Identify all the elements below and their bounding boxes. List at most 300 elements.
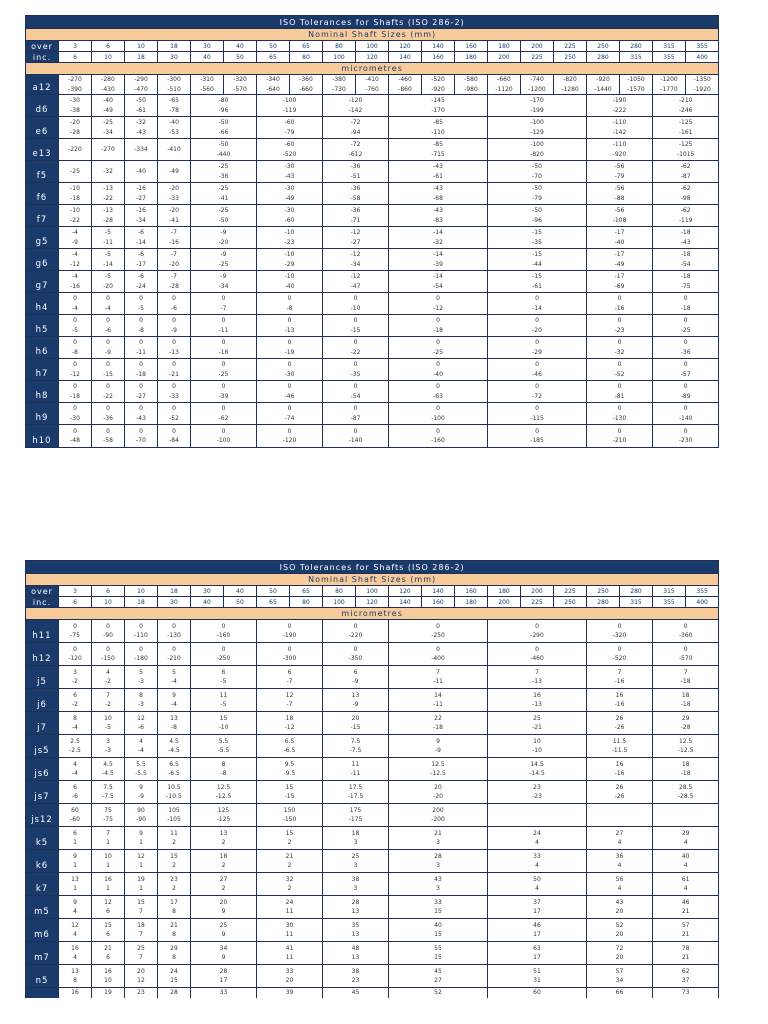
- over-size: 250: [587, 41, 620, 52]
- tolerance-cell: 0 -32: [587, 337, 653, 359]
- tolerance-cell: 0 -18: [125, 359, 158, 381]
- tolerance-cell: 12 4: [59, 919, 92, 942]
- tolerance-cell: 16 1: [92, 873, 125, 896]
- over-size: 180: [488, 41, 521, 52]
- tolerance-cell: -340 -640: [257, 75, 290, 95]
- tolerance-cell: 6 1: [59, 827, 92, 850]
- tolerance-cell: 0 -250: [191, 643, 257, 666]
- inc-size: 180: [455, 52, 488, 63]
- tolerance-cell: 0 -4: [59, 293, 92, 315]
- tolerance-cell: -56 -79: [587, 161, 653, 183]
- tolerance-cell: 51 31: [488, 965, 587, 988]
- tolerance-cell: 57 34: [587, 965, 653, 988]
- tolerance-cell: 0 -52: [158, 403, 191, 425]
- tolerance-cell: -36 -58: [323, 183, 389, 205]
- tolerance-cell: -72 -612: [323, 139, 389, 161]
- tolerance-cell: 73: [653, 988, 719, 998]
- tolerance-cell: -65 -78: [158, 95, 191, 117]
- units-label: micrometres: [26, 608, 719, 620]
- inc-size: 315: [620, 52, 653, 63]
- tolerance-cell: 9 -4: [158, 689, 191, 712]
- tolerance-cell: 48 13: [323, 942, 389, 965]
- tolerance-cell: -120 -142: [323, 95, 389, 117]
- tolerance-row: [26, 403, 719, 425]
- over-size: 100: [356, 586, 389, 597]
- tolerance-cell: 38 3: [323, 873, 389, 896]
- tolerance-cell: 16 -16: [587, 758, 653, 781]
- tolerance-cell: -85 -715: [389, 139, 488, 161]
- tolerance-cell: 7 -11: [389, 666, 488, 689]
- tolerance-cell: 150 -150: [257, 804, 323, 827]
- tolerance-cell: -1350 -1920: [686, 75, 719, 95]
- tolerance-cell: -125 -161: [653, 117, 719, 139]
- tolerance-cell: 13 8: [59, 965, 92, 988]
- inc-size: 140: [389, 597, 422, 608]
- tolerance-row: [26, 293, 719, 315]
- tolerance-cell: 24 15: [158, 965, 191, 988]
- tolerance-cell: 0 -120: [257, 425, 323, 448]
- tolerance-class-label: h5: [26, 315, 59, 337]
- tolerance-cell: 4.5 -4.5: [92, 758, 125, 781]
- tolerance-cell: 18 -12: [257, 712, 323, 735]
- tolerance-cell: -12 -34: [323, 249, 389, 271]
- over-size: 40: [224, 586, 257, 597]
- inc-size: 18: [125, 52, 158, 63]
- tolerance-cell: 6.5 -6.5: [158, 758, 191, 781]
- tolerance-cell: 0 -230: [653, 425, 719, 448]
- tolerance-cell: 9 1: [125, 827, 158, 850]
- inc-label: inc.: [26, 52, 59, 63]
- inc-size: 30: [158, 597, 191, 608]
- tolerance-cell: 25 7: [125, 942, 158, 965]
- tolerance-row: [26, 712, 719, 735]
- tolerance-cell: 0 -100: [389, 403, 488, 425]
- over-label: over: [26, 41, 59, 52]
- tolerance-cell: 23 2: [158, 873, 191, 896]
- over-size: 225: [554, 41, 587, 52]
- tolerance-cell: 19: [92, 988, 125, 998]
- tolerance-cell: 0 -9: [158, 315, 191, 337]
- tolerance-class-label: js7: [26, 781, 59, 804]
- inc-size: 355: [653, 52, 686, 63]
- tolerance-cell: -50 -61: [125, 95, 158, 117]
- table-title: ISO Tolerances for Shafts (ISO 286-2): [26, 16, 719, 29]
- tolerance-cell: -60 -79: [257, 117, 323, 139]
- tolerance-cell: 6 -2: [59, 689, 92, 712]
- tolerance-class-label: h12: [26, 643, 59, 666]
- tolerance-cell: 43 20: [587, 896, 653, 919]
- tolerance-cell: 56 4: [587, 873, 653, 896]
- tolerance-cell: 0 -30: [59, 403, 92, 425]
- tolerance-cell: 0 -12: [389, 293, 488, 315]
- tolerance-cell: -10 -40: [257, 271, 323, 293]
- tolerance-cell: 15 -15: [257, 781, 323, 804]
- tolerance-cell: 0 -25: [389, 337, 488, 359]
- tolerance-cell: -62 -98: [653, 183, 719, 205]
- tolerance-cell: 17 8: [158, 896, 191, 919]
- tolerance-cell: 7 -2: [92, 689, 125, 712]
- over-size: 160: [455, 586, 488, 597]
- tolerance-cell: -16 -34: [125, 205, 158, 227]
- tolerance-row: [26, 942, 719, 965]
- tolerance-cell: 29 4: [653, 827, 719, 850]
- tolerance-cell: -125 -1015: [653, 139, 719, 161]
- tolerance-cell: -920 -1440: [587, 75, 620, 95]
- tolerance-cell: 22 -18: [389, 712, 488, 735]
- tolerance-cell: 21 8: [158, 919, 191, 942]
- tolerance-cell: 16 10: [92, 965, 125, 988]
- tolerance-cell: 62 37: [653, 965, 719, 988]
- tolerance-cell: 0 -29: [488, 337, 587, 359]
- tolerance-cell: -6 -24: [125, 271, 158, 293]
- tolerance-class-label: m6: [26, 919, 59, 942]
- tolerance-cell: 7 -16: [587, 666, 653, 689]
- tolerance-cell: 0 -290: [488, 620, 587, 643]
- inc-size: 100: [323, 52, 356, 63]
- tolerance-cell: -18 -75: [653, 271, 719, 293]
- tolerance-cell: 60 -60: [59, 804, 92, 827]
- tolerance-cell: 27 2: [191, 873, 257, 896]
- inc-size: 355: [653, 597, 686, 608]
- over-size: 225: [554, 586, 587, 597]
- tolerance-cell: -110 -142: [587, 117, 653, 139]
- over-size: 200: [521, 586, 554, 597]
- tolerance-cell: 10 -10: [488, 735, 587, 758]
- tolerance-cell: -4 -12: [59, 249, 92, 271]
- tolerance-cell: -25 -34: [92, 117, 125, 139]
- tolerance-cell: 0 -180: [125, 643, 158, 666]
- tolerance-cell: 0 -13: [257, 315, 323, 337]
- inc-size: 65: [257, 597, 290, 608]
- tolerance-cell: 0 -360: [653, 620, 719, 643]
- tolerance-cell: 0 -39: [191, 381, 257, 403]
- tolerance-cell: 29 8: [158, 942, 191, 965]
- tolerance-cell: 0 -19: [257, 337, 323, 359]
- tolerance-cell: 7.5 -7.5: [92, 781, 125, 804]
- tolerance-cell: 0 -23: [587, 315, 653, 337]
- tolerance-cell: 0 -63: [389, 381, 488, 403]
- tolerance-cell: 0 -115: [488, 403, 587, 425]
- tolerance-cell: -270: [92, 139, 125, 161]
- tolerance-row: [26, 381, 719, 403]
- tolerance-cell: 0 -460: [488, 643, 587, 666]
- inc-size: 18: [125, 597, 158, 608]
- tolerance-cell: 0 -13: [158, 337, 191, 359]
- inc-size: 400: [686, 52, 719, 63]
- tolerance-cell: 18 -18: [653, 758, 719, 781]
- over-size: 355: [686, 586, 719, 597]
- over-size: 65: [290, 41, 323, 52]
- inc-size: 10: [92, 52, 125, 63]
- tolerance-cell: -460 -860: [389, 75, 422, 95]
- tolerance-cell: 39: [257, 988, 323, 998]
- tolerance-cell: 33 15: [389, 896, 488, 919]
- tolerance-cell: 14.5 -14.5: [488, 758, 587, 781]
- tolerance-cell: 13 2: [191, 827, 257, 850]
- tolerance-cell: -6 -14: [125, 227, 158, 249]
- tolerance-cell: 0 -15: [323, 315, 389, 337]
- tolerance-cell: 12.5 -12.5: [653, 735, 719, 758]
- tolerance-cell: 0 -46: [488, 359, 587, 381]
- tolerance-cell: -18 -54: [653, 249, 719, 271]
- tolerance-cell: 0 -87: [323, 403, 389, 425]
- tolerance-cell: 0 -150: [92, 643, 125, 666]
- tolerance-cell: -25 -36: [191, 161, 257, 183]
- tolerance-cell: 26 -26: [587, 781, 653, 804]
- tolerance-cell: 20 -15: [323, 712, 389, 735]
- tolerance-row: [26, 896, 719, 919]
- tolerance-cell: -32 -43: [125, 117, 158, 139]
- tolerance-table-2: [25, 560, 719, 998]
- tolerance-class-label: h11: [26, 620, 59, 643]
- tolerance-cell: -410 -760: [356, 75, 389, 95]
- tolerance-row: [26, 781, 719, 804]
- tolerance-cell: 52: [389, 988, 488, 998]
- over-size: 10: [125, 41, 158, 52]
- tolerance-cell: 0 -130: [587, 403, 653, 425]
- inc-size: 225: [521, 597, 554, 608]
- tolerance-cell: -280 -430: [92, 75, 125, 95]
- tolerance-cell: 0 -46: [257, 381, 323, 403]
- tolerance-class-label: k5: [26, 827, 59, 850]
- tolerance-cell: -14 -54: [389, 271, 488, 293]
- tolerance-cell: 0 -12: [59, 359, 92, 381]
- tolerance-cell: 21 2: [257, 850, 323, 873]
- tolerance-cell: 0 -110: [125, 620, 158, 643]
- tolerance-cell: 0 -140: [323, 425, 389, 448]
- tolerance-cell: 0 -5: [125, 293, 158, 315]
- tolerance-cell: 0 -6: [92, 315, 125, 337]
- tolerance-cell: 200 -200: [389, 804, 488, 827]
- tolerance-row: [26, 988, 719, 998]
- tolerance-cell: 0 -14: [488, 293, 587, 315]
- over-size: 3: [59, 41, 92, 52]
- tolerance-cell: 0 -74: [257, 403, 323, 425]
- tolerance-cell: -4 -16: [59, 271, 92, 293]
- tolerance-cell: 0 -18: [653, 293, 719, 315]
- tolerance-row: [26, 183, 719, 205]
- tolerance-cell: 15 7: [125, 896, 158, 919]
- tolerance-cell: -9 -20: [191, 227, 257, 249]
- tolerance-cell: 0 -140: [653, 403, 719, 425]
- tolerance-cell: 33: [191, 988, 257, 998]
- tolerance-cell: -50 -70: [488, 161, 587, 183]
- tolerance-cell: 34 9: [191, 942, 257, 965]
- tolerance-cell: -25 -41: [191, 183, 257, 205]
- tolerance-cell: 0 -11: [125, 337, 158, 359]
- tolerance-cell: [587, 804, 653, 827]
- tolerance-cell: 33 4: [488, 850, 587, 873]
- tolerance-cell: -85 -110: [389, 117, 488, 139]
- tolerance-cell: -49: [158, 161, 191, 183]
- tolerance-cell: 28 13: [323, 896, 389, 919]
- tolerance-cell: -80 -96: [191, 95, 257, 117]
- tolerance-cell: -520 -920: [422, 75, 455, 95]
- tolerance-cell: -17 -40: [587, 227, 653, 249]
- tolerance-cell: 0 -25: [653, 315, 719, 337]
- tolerance-cell: 35 13: [323, 919, 389, 942]
- over-size: 30: [191, 41, 224, 52]
- tolerance-cell: 23: [125, 988, 158, 998]
- tolerance-cell: -50 -96: [488, 205, 587, 227]
- tolerance-cell: 0 -6: [158, 293, 191, 315]
- tolerance-cell: 0 -16: [587, 293, 653, 315]
- tolerance-cell: -32: [92, 161, 125, 183]
- inc-size: 120: [356, 597, 389, 608]
- tolerance-cell: 0 -48: [59, 425, 92, 448]
- tolerance-cell: 5 -3: [125, 666, 158, 689]
- tolerance-cell: 5.5 -5.5: [125, 758, 158, 781]
- tolerance-cell: 7 -18: [653, 666, 719, 689]
- tolerance-class-label: f7: [26, 205, 59, 227]
- over-size: 10: [125, 586, 158, 597]
- tolerance-cell: -16 -27: [125, 183, 158, 205]
- tolerance-cell: 0 -22: [323, 337, 389, 359]
- tolerance-class-label: js6: [26, 758, 59, 781]
- tolerance-cell: 12 1: [125, 850, 158, 873]
- tolerance-cell: -43 -68: [389, 183, 488, 205]
- tolerance-cell: 0 -220: [323, 620, 389, 643]
- tolerance-cell: 13 -8: [158, 712, 191, 735]
- tolerance-cell: 41 11: [257, 942, 323, 965]
- table-subtitle: Nominal Shaft Sizes (mm): [26, 574, 719, 586]
- tolerance-cell: 23 -23: [488, 781, 587, 804]
- tolerance-cell: -36 -51: [323, 161, 389, 183]
- inc-size: 200: [488, 597, 521, 608]
- tolerance-cell: 32 2: [257, 873, 323, 896]
- tolerance-cell: 15 -10: [191, 712, 257, 735]
- tolerance-cell: 0 -18: [59, 381, 92, 403]
- tolerance-class-label: h4: [26, 293, 59, 315]
- tolerance-cell: 18 3: [323, 827, 389, 850]
- tolerance-cell: -40 -53: [158, 117, 191, 139]
- over-size: 250: [587, 586, 620, 597]
- tolerance-class-label: k7: [26, 873, 59, 896]
- inc-size: 315: [620, 597, 653, 608]
- tolerance-cell: 12 6: [92, 896, 125, 919]
- tolerance-cell: 45 27: [389, 965, 488, 988]
- tolerance-cell: 18 7: [125, 919, 158, 942]
- tolerance-cell: -43 -61: [389, 161, 488, 183]
- inc-size: 160: [422, 597, 455, 608]
- tolerance-cell: 0 -36: [92, 403, 125, 425]
- tolerance-cell: -14 -39: [389, 249, 488, 271]
- tolerance-cell: 0 -130: [158, 620, 191, 643]
- tolerance-row: [26, 735, 719, 758]
- tolerance-cell: -660 -1120: [488, 75, 521, 95]
- tolerance-cell: -5 -20: [92, 271, 125, 293]
- inc-size: 120: [356, 52, 389, 63]
- tolerance-cell: 0 -10: [323, 293, 389, 315]
- over-size: 180: [488, 586, 521, 597]
- tolerance-cell: 0 -35: [323, 359, 389, 381]
- tolerance-cell: 0 -89: [653, 381, 719, 403]
- table-subtitle: Nominal Shaft Sizes (mm): [26, 29, 719, 41]
- tolerance-cell: 0 -52: [587, 359, 653, 381]
- tolerance-cell: -30 -43: [257, 161, 323, 183]
- tolerance-class-label: f5: [26, 161, 59, 183]
- tolerance-cell: 90 -90: [125, 804, 158, 827]
- tolerance-cell: 0 -210: [587, 425, 653, 448]
- tolerance-cell: 25 -21: [488, 712, 587, 735]
- tolerance-row: [26, 75, 719, 95]
- over-size: 120: [389, 41, 422, 52]
- tolerance-cell: 11 -5: [191, 689, 257, 712]
- tolerance-class-label: [26, 988, 59, 998]
- tolerance-cell: -9 -34: [191, 271, 257, 293]
- tolerance-class-label: h8: [26, 381, 59, 403]
- tolerance-cell: -7 -16: [158, 227, 191, 249]
- tolerance-cell: 8 -8: [191, 758, 257, 781]
- tolerance-cell: 24 11: [257, 896, 323, 919]
- inc-size: 400: [686, 597, 719, 608]
- tolerance-row: [26, 850, 719, 873]
- tolerance-cell: 0 -84: [158, 425, 191, 448]
- tolerance-cell: -30 -60: [257, 205, 323, 227]
- tolerance-row: [26, 315, 719, 337]
- tolerance-cell: 0 -36: [653, 337, 719, 359]
- tolerance-cell: 37 17: [488, 896, 587, 919]
- over-size: 30: [191, 586, 224, 597]
- tolerance-cell: 0 -520: [587, 643, 653, 666]
- tolerance-cell: 0 -62: [191, 403, 257, 425]
- over-size: 140: [422, 41, 455, 52]
- tolerance-cell: 5.5 -5.5: [191, 735, 257, 758]
- tolerance-cell: 0 -8: [125, 315, 158, 337]
- inc-size: 40: [191, 52, 224, 63]
- tolerance-cell: -40: [125, 161, 158, 183]
- tolerance-cell: -30 -38: [59, 95, 92, 117]
- tolerance-cell: 0 -8: [257, 293, 323, 315]
- tolerance-cell: 18 2: [191, 850, 257, 873]
- tolerance-cell: 0 -400: [389, 643, 488, 666]
- tolerance-cell: -220: [59, 139, 92, 161]
- tolerance-cell: -13 -28: [92, 205, 125, 227]
- tolerance-cell: 0 -320: [587, 620, 653, 643]
- tolerance-cell: 3 -3: [92, 735, 125, 758]
- tolerance-cell: -290 -470: [125, 75, 158, 95]
- tolerance-class-label: h6: [26, 337, 59, 359]
- tolerance-cell: -43 -83: [389, 205, 488, 227]
- tolerance-cell: 0 -90: [92, 620, 125, 643]
- tolerance-cell: 6 -6: [59, 781, 92, 804]
- inc-size: 280: [587, 597, 620, 608]
- tolerance-cell: 0 -5: [59, 315, 92, 337]
- tolerance-cell: 46 21: [653, 896, 719, 919]
- tolerance-class-label: e6: [26, 117, 59, 139]
- tolerance-class-label: g7: [26, 271, 59, 293]
- tolerance-cell: 0 -9: [92, 337, 125, 359]
- tolerance-row: [26, 161, 719, 183]
- tolerance-cell: 0 -4: [92, 293, 125, 315]
- tolerance-cell: -62 -87: [653, 161, 719, 183]
- tolerance-cell: -30 -49: [257, 183, 323, 205]
- tolerance-cell: 38 23: [323, 965, 389, 988]
- tolerance-class-label: h10: [26, 425, 59, 448]
- tolerance-cell: -110 -920: [587, 139, 653, 161]
- inc-label: inc.: [26, 597, 59, 608]
- tolerance-cell: 0 -8: [59, 337, 92, 359]
- tolerance-cell: -334: [125, 139, 158, 161]
- tolerance-class-label: g5: [26, 227, 59, 249]
- tolerance-cell: 0 -16: [191, 337, 257, 359]
- tolerance-cell: 9 1: [59, 850, 92, 873]
- tolerance-row: [26, 804, 719, 827]
- tolerance-row: [26, 689, 719, 712]
- tolerance-cell: 2.5 -2.5: [59, 735, 92, 758]
- tolerance-cell: -12 -47: [323, 271, 389, 293]
- inc-size: 40: [191, 597, 224, 608]
